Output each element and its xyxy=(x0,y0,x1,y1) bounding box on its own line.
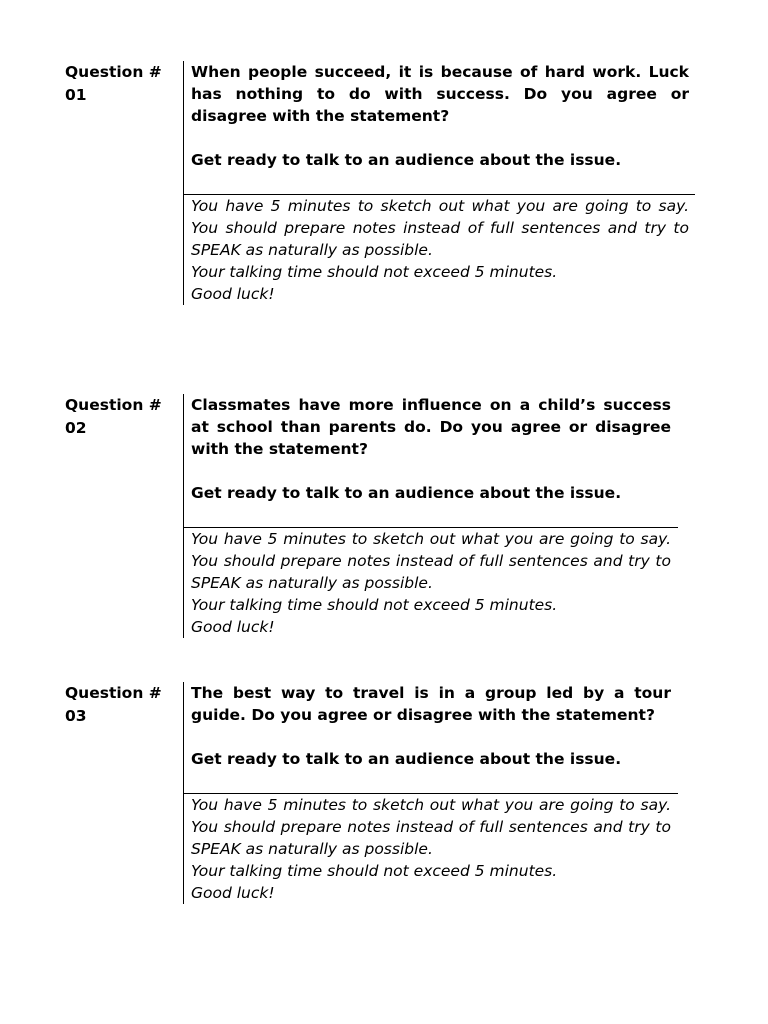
question-number: 02 xyxy=(65,419,87,437)
ready-prompt: Get ready to talk to an audience about the issue. xyxy=(191,484,622,502)
question-label xyxy=(65,682,177,728)
instruction-time-limit: Your talking time should not exceed 5 minutes. xyxy=(191,596,558,614)
question-block-01 xyxy=(0,61,768,306)
instruction-time-limit: Your talking time should not exceed 5 minutes. xyxy=(191,862,558,880)
instruction-time-limit: Your talking time should not exceed 5 minutes. xyxy=(191,263,558,281)
instructions xyxy=(191,528,671,638)
question-statement: When people succeed, it is because of hard work. Luck has nothing to do with success. Do you agree or disagree with the statement? xyxy=(191,63,689,125)
question-label xyxy=(65,61,177,107)
vertical-divider xyxy=(183,61,184,305)
question-statement: The best way to travel is in a group led by a tour guide. Do you agree or disagree with the statement? xyxy=(191,684,671,724)
question-label-text: Question # xyxy=(65,684,162,702)
instruction-paragraph: You have 5 minutes to sketch out what you are going to say. You should prepare notes instead of full sentences and try to SPEAK as naturally as possible. xyxy=(191,530,671,592)
instruction-good-luck: Good luck! xyxy=(191,884,275,902)
instruction-good-luck: Good luck! xyxy=(191,285,275,303)
ready-prompt: Get ready to talk to an audience about the issue. xyxy=(191,750,622,768)
question-block-02 xyxy=(0,394,768,639)
question-label xyxy=(65,394,177,440)
vertical-divider xyxy=(183,394,184,638)
ready-prompt: Get ready to talk to an audience about the issue. xyxy=(191,151,622,169)
question-label-text: Question # xyxy=(65,63,162,81)
question-number: 01 xyxy=(65,86,87,104)
question-block-03 xyxy=(0,682,768,904)
instruction-paragraph: You have 5 minutes to sketch out what you are going to say. You should prepare notes instead of full sentences and try to SPEAK as naturally as possible. xyxy=(191,197,689,259)
question-number: 03 xyxy=(65,707,87,725)
question-statement: Classmates have more influence on a child’s success at school than parents do. Do you agree or disagree with the statement? xyxy=(191,396,671,458)
instructions xyxy=(191,195,689,305)
question-label-text: Question # xyxy=(65,396,162,414)
instruction-paragraph: You have 5 minutes to sketch out what you are going to say. You should prepare notes instead of full sentences and try to SPEAK as naturally as possible. xyxy=(191,796,671,858)
instruction-good-luck: Good luck! xyxy=(191,618,275,636)
instructions xyxy=(191,794,671,904)
